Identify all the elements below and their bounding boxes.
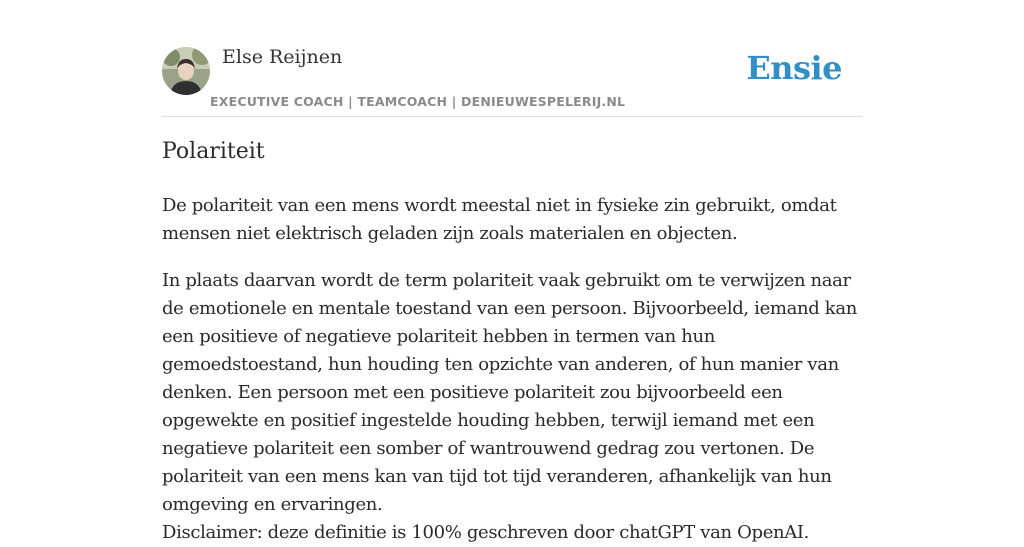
- author-name[interactable]: Else Reijnen: [222, 46, 343, 68]
- author-tagline: EXECUTIVE COACH | TEAMCOACH | DENIEUWESPELERIJ.NL: [210, 94, 626, 109]
- article-disclaimer: Disclaimer: deze definitie is 100% geschreven door chatGPT van OpenAI.: [162, 522, 810, 543]
- ensie-logo[interactable]: Ensie: [746, 49, 842, 87]
- article-paragraph: In plaats daarvan wordt de term polariteit vaak gebruikt om te verwijzen naar de emotionele en mentale toestand van een persoon. Bijvoorbeeld, iemand kan een positieve of negatieve polariteit hebben in termen van hun gemoedstoestand, hun houding ten opzichte van anderen, of hun manier van denken. Een persoon met een positieve polariteit zou bijvoorbeeld een opgewekte en positief ingestelde houding hebben, terwijl iemand met een negatieve polariteit een somber of wantrouwend gedrag zou vertonen. De polariteit van een mens kan van tijd tot tijd veranderen, afhankelijk van hun omgeving en ervaringen.: [162, 270, 857, 515]
- article-body: [162, 192, 862, 547]
- author-header: [162, 40, 862, 117]
- article-paragraph: De polariteit van een mens wordt meestal niet in fysieke zin gebruikt, omdat mensen niet elektrisch geladen zijn zoals materialen en objecten.: [162, 195, 837, 244]
- author-avatar[interactable]: [162, 47, 210, 95]
- avatar-photo-icon: [162, 47, 210, 95]
- article-title: Polariteit: [162, 139, 265, 164]
